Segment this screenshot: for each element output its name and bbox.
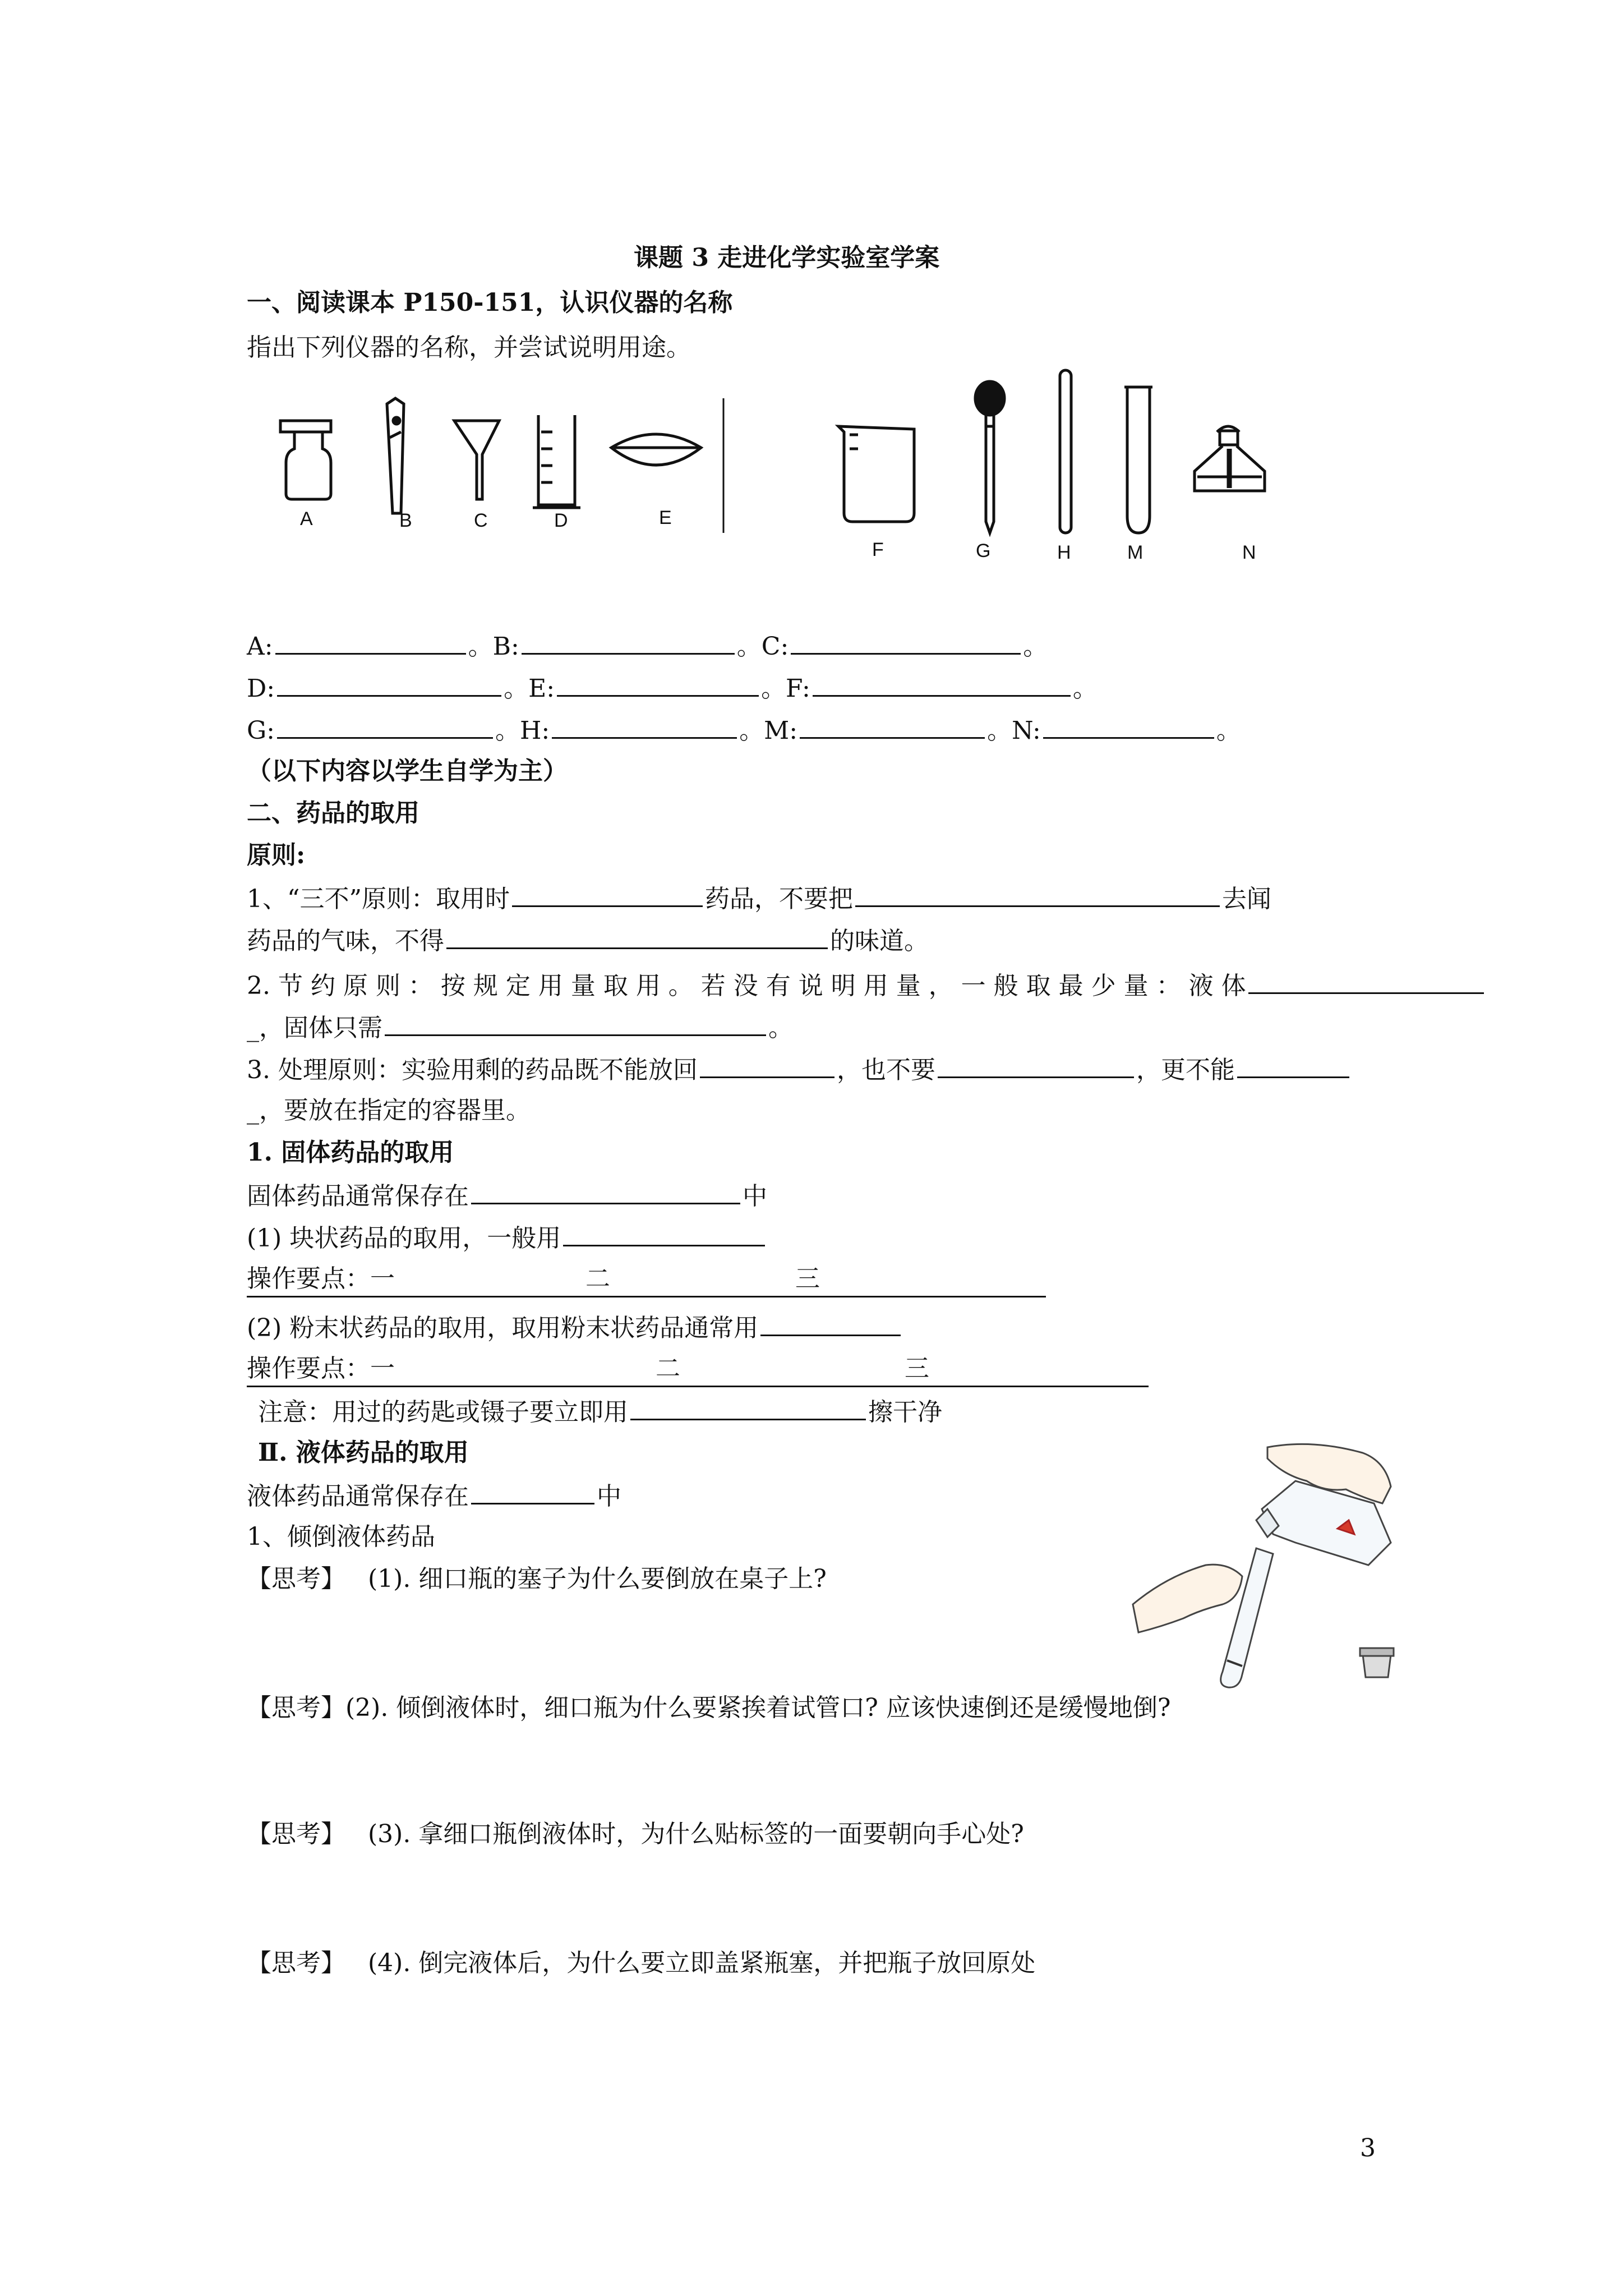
section2-heading: 二、药品的取用 (247, 799, 419, 827)
answer-b[interactable] (522, 628, 735, 655)
dropper-icon (975, 381, 1004, 533)
test-tube-icon (1124, 387, 1152, 533)
answer-f[interactable] (813, 670, 1071, 697)
liquid-heading: Ⅱ. 液体药品的取用 (258, 1438, 469, 1467)
apparatus-figure (269, 365, 1335, 589)
principle-3: 3. 处理原则：实验用剩的药品既不能放回 ，也不要 ，更不能 (247, 1052, 1352, 1087)
answer-c[interactable] (791, 628, 1021, 655)
label-m: M (1127, 542, 1144, 563)
solid-note: 注意：用过的药匙或镊子要立即用 擦干净 (258, 1394, 942, 1429)
blank-powder-tool[interactable] (760, 1310, 901, 1336)
powder-solid: (2) 粉末状药品的取用，取用粉末状药品通常用 (247, 1310, 903, 1345)
answer-d[interactable] (277, 670, 501, 697)
fill-row-1: A: 。B: 。C: 。 (247, 628, 1048, 664)
tweezers-icon (387, 398, 404, 513)
blank-p1-1[interactable] (512, 881, 703, 907)
blank-p2-2[interactable] (385, 1010, 766, 1036)
label-h: H (1057, 542, 1071, 563)
label-a: A (300, 508, 313, 530)
pouring-liquid-illustration (1127, 1436, 1441, 1688)
liquid-storage: 液体药品通常保存在 中 (247, 1478, 621, 1513)
self-study-note: （以下内容以学生自学为主） (247, 757, 568, 785)
principle-2: 2. 节 约 原 则 ： 按 规 定 用 量 取 用 。 若 没 有 说 明 用 量 ， 一 般 取 最 少 量 ： 液 体 (247, 968, 1486, 1003)
alcohol-lamp-icon (1195, 426, 1265, 491)
principle-1: 1、“三不”原则：取用时 药品，不要把 去闻 (247, 881, 1271, 916)
steps-1: 操作要点：一 二 三 (247, 1262, 1046, 1297)
question-3: 【思考】 (3). 拿细口瓶倒液体时，为什么贴标签的一面要朝向手心处? (247, 1820, 1024, 1848)
blank-p1-3[interactable] (446, 923, 828, 949)
principle-1-cont: 药品的气味，不得 的味道。 (247, 923, 929, 958)
principle-title: 原则: (247, 841, 306, 869)
glass-rod-icon (1060, 370, 1071, 533)
label-b: B (399, 510, 412, 531)
answer-g[interactable] (277, 712, 493, 739)
label-d: D (554, 510, 568, 531)
question-4: 【思考】 (4). 倒完液体后，为什么要立即盖紧瓶塞，并把瓶子放回原处 (247, 1949, 1036, 1977)
steps-2: 操作要点：一 二 三 (247, 1352, 1149, 1387)
answer-e[interactable] (557, 670, 759, 697)
blank-liquid-store[interactable] (471, 1478, 594, 1504)
section1-heading: 一、阅读课本 P150-151，认识仪器的名称 (247, 288, 733, 317)
graduated-cylinder-icon (533, 415, 580, 508)
blank-p3-3[interactable] (1237, 1052, 1349, 1078)
block-solid: (1) 块状药品的取用，一般用 (247, 1220, 767, 1255)
fill-row-2: D: 。E: 。F: 。 (247, 670, 1098, 706)
solid-storage: 固体药品通常保存在 中 (247, 1178, 767, 1213)
blank-p3-2[interactable] (938, 1052, 1134, 1078)
question-2: 【思考】(2). 倾倒液体时，细口瓶为什么要紧挨着试管口? 应该快速倒还是缓慢地倒? (247, 1694, 1171, 1722)
blank-note[interactable] (630, 1394, 866, 1420)
funnel-icon (454, 421, 499, 499)
solid-heading: 1. 固体药品的取用 (247, 1138, 454, 1167)
principle-2-cont: _，固体只需 。 (247, 1010, 793, 1045)
question-1: 【思考】 (1). 细口瓶的塞子为什么要倒放在桌子上? (247, 1565, 827, 1593)
answer-n[interactable] (1043, 712, 1214, 739)
evaporating-dish-icon (611, 434, 701, 465)
blank-p3-1[interactable] (700, 1052, 834, 1078)
blank-block-tool[interactable] (563, 1220, 765, 1246)
label-n: N (1242, 542, 1256, 563)
blank-solid-store[interactable] (471, 1178, 740, 1204)
answer-a[interactable] (275, 628, 466, 655)
page-number: 3 (1360, 2134, 1376, 2162)
beaker-icon (838, 426, 914, 522)
label-g: G (976, 540, 991, 562)
wide-mouth-bottle-icon (280, 421, 331, 499)
principle-3-cont: _，要放在指定的容器里。 (247, 1096, 531, 1125)
blank-p1-2[interactable] (855, 881, 1220, 907)
section1-instruction: 指出下列仪器的名称，并尝试说明用途。 (247, 333, 691, 362)
blank-p2-1[interactable] (1248, 968, 1484, 994)
label-e: E (659, 507, 672, 528)
answer-h[interactable] (552, 712, 737, 739)
answer-m[interactable] (800, 712, 985, 739)
label-f: F (872, 539, 884, 560)
page-title: 课题 3 走进化学实验室学案 (634, 243, 940, 272)
fill-row-3: G: 。H: 。M: 。N: 。 (247, 712, 1241, 748)
label-c: C (474, 510, 488, 531)
pour-liquid: 1、倾倒液体药品 (247, 1522, 435, 1551)
